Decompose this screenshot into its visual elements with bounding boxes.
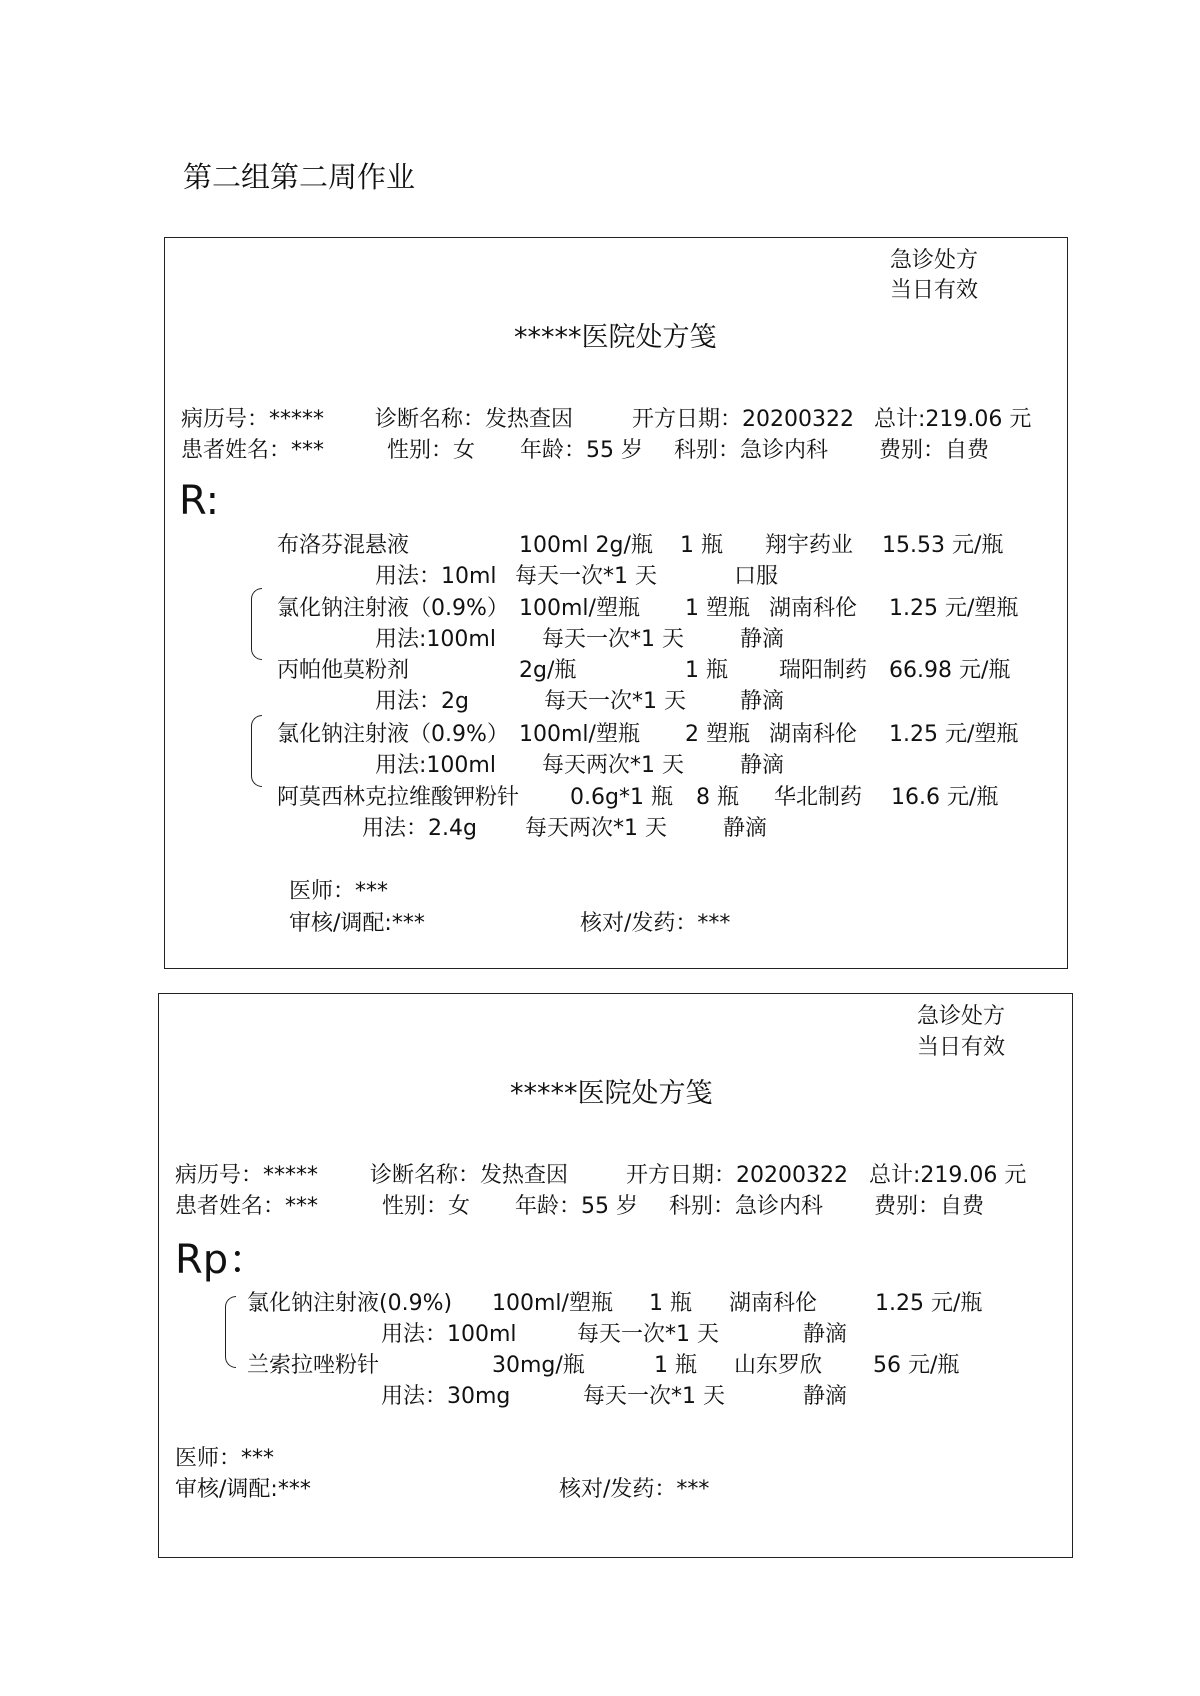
combination-bracket	[251, 588, 262, 660]
drug-manufacturer: 华北制药	[774, 785, 863, 810]
drug-route: 静滴	[803, 1384, 848, 1409]
drug-frequency: 每天一次*1 天	[542, 627, 684, 652]
drug-name: 阿莫西林克拉维酸钾粉针	[277, 785, 520, 810]
review-signature: 审核/调配:***	[175, 1477, 311, 1502]
drug-dose: 用法：100ml	[381, 1322, 517, 1347]
drug-spec: 100ml/塑瓶	[519, 722, 640, 747]
prescription-title: *****医院处方笺	[514, 322, 717, 353]
combination-bracket	[251, 715, 262, 787]
drug-dose: 用法:100ml	[375, 627, 496, 652]
department: 科别：急诊内科	[674, 438, 829, 463]
drug-frequency: 每天两次*1 天	[525, 816, 667, 841]
department: 科别：急诊内科	[669, 1194, 824, 1219]
fee-type: 费别：自费	[874, 1194, 985, 1219]
prescription-title: *****医院处方笺	[510, 1078, 713, 1109]
record-number: 病历号：*****	[181, 407, 325, 432]
drug-price: 1.25 元/塑瓶	[889, 596, 1019, 621]
drug-frequency: 每天一次*1 天	[577, 1322, 719, 1347]
drug-dose: 用法：30mg	[381, 1384, 511, 1409]
drug-route: 静滴	[740, 627, 785, 652]
page-title: 第二组第二周作业	[183, 160, 416, 194]
drug-dose: 用法：2g	[375, 689, 469, 714]
patient-name: 患者姓名：***	[175, 1194, 319, 1219]
drug-quantity: 1 瓶	[654, 1353, 697, 1378]
validity-note: 当日有效	[890, 278, 979, 303]
drug-name: 氯化钠注射液(0.9%)	[247, 1291, 453, 1316]
drug-spec: 100ml 2g/瓶	[519, 533, 653, 558]
prescription-type: 急诊处方	[890, 248, 979, 273]
total-amount: 总计:219.06 元	[869, 1163, 1027, 1188]
rx-mark: Rp：	[175, 1237, 269, 1283]
drug-quantity: 8 瓶	[696, 785, 739, 810]
diagnosis: 诊断名称：发热查因	[370, 1163, 569, 1188]
drug-manufacturer: 湖南科伦	[769, 596, 858, 621]
drug-price: 1.25 元/瓶	[875, 1291, 983, 1316]
prescription-date: 开方日期：20200322	[632, 407, 854, 432]
drug-price: 16.6 元/瓶	[891, 785, 999, 810]
drug-spec: 100ml/塑瓶	[492, 1291, 613, 1316]
drug-route: 静滴	[740, 689, 785, 714]
drug-name: 氯化钠注射液（0.9%）	[277, 722, 509, 747]
drug-name: 氯化钠注射液（0.9%）	[277, 596, 509, 621]
prescription-type: 急诊处方	[917, 1004, 1006, 1029]
drug-dose: 用法：10ml	[375, 564, 497, 589]
drug-spec: 0.6g*1 瓶	[570, 785, 673, 810]
patient-gender: 性别：女	[382, 1194, 471, 1219]
drug-frequency: 每天两次*1 天	[542, 753, 684, 778]
drug-price: 15.53 元/瓶	[882, 533, 1004, 558]
drug-spec: 2g/瓶	[519, 658, 577, 683]
drug-quantity: 1 瓶	[649, 1291, 692, 1316]
drug-manufacturer: 湖南科伦	[769, 722, 858, 747]
drug-name: 布洛芬混悬液	[277, 533, 410, 558]
fee-type: 费别：自费	[879, 438, 990, 463]
combination-bracket	[225, 1296, 236, 1368]
drug-route: 静滴	[740, 753, 785, 778]
prescription-card-1	[164, 237, 1068, 969]
drug-frequency: 每天一次*1 天	[544, 689, 686, 714]
drug-manufacturer: 翔宇药业	[765, 533, 854, 558]
drug-quantity: 1 塑瓶	[685, 596, 750, 621]
dispense-signature: 核对/发药：***	[559, 1477, 710, 1502]
patient-age: 年龄：55 岁	[515, 1194, 638, 1219]
validity-note: 当日有效	[917, 1035, 1006, 1060]
drug-frequency: 每天一次*1 天	[515, 564, 657, 589]
rx-mark: R:	[179, 478, 220, 524]
drug-quantity: 1 瓶	[685, 658, 728, 683]
drug-frequency: 每天一次*1 天	[583, 1384, 725, 1409]
drug-manufacturer: 山东罗欣	[734, 1353, 823, 1378]
patient-gender: 性别：女	[387, 438, 476, 463]
dispense-signature: 核对/发药：***	[580, 911, 731, 936]
patient-name: 患者姓名：***	[181, 438, 325, 463]
doctor-signature: 医师：***	[289, 879, 389, 904]
drug-route: 口服	[734, 564, 779, 589]
drug-price: 66.98 元/瓶	[889, 658, 1011, 683]
drug-quantity: 2 塑瓶	[685, 722, 750, 747]
review-signature: 审核/调配:***	[289, 911, 425, 936]
drug-price: 1.25 元/塑瓶	[889, 722, 1019, 747]
diagnosis: 诊断名称：发热查因	[375, 407, 574, 432]
prescription-card-2	[158, 993, 1073, 1558]
drug-spec: 30mg/瓶	[492, 1353, 585, 1378]
record-number: 病历号：*****	[175, 1163, 319, 1188]
drug-price: 56 元/瓶	[873, 1353, 960, 1378]
drug-quantity: 1 瓶	[680, 533, 723, 558]
drug-name: 丙帕他莫粉剂	[277, 658, 410, 683]
patient-age: 年龄：55 岁	[520, 438, 643, 463]
drug-dose: 用法:100ml	[375, 753, 496, 778]
drug-spec: 100ml/塑瓶	[519, 596, 640, 621]
prescription-date: 开方日期：20200322	[626, 1163, 848, 1188]
drug-route: 静滴	[723, 816, 768, 841]
drug-manufacturer: 湖南科伦	[729, 1291, 818, 1316]
drug-dose: 用法：2.4g	[362, 816, 477, 841]
drug-route: 静滴	[803, 1322, 848, 1347]
doctor-signature: 医师：***	[175, 1446, 275, 1471]
total-amount: 总计:219.06 元	[874, 407, 1032, 432]
drug-manufacturer: 瑞阳制药	[779, 658, 868, 683]
drug-name: 兰索拉唑粉针	[247, 1353, 380, 1378]
